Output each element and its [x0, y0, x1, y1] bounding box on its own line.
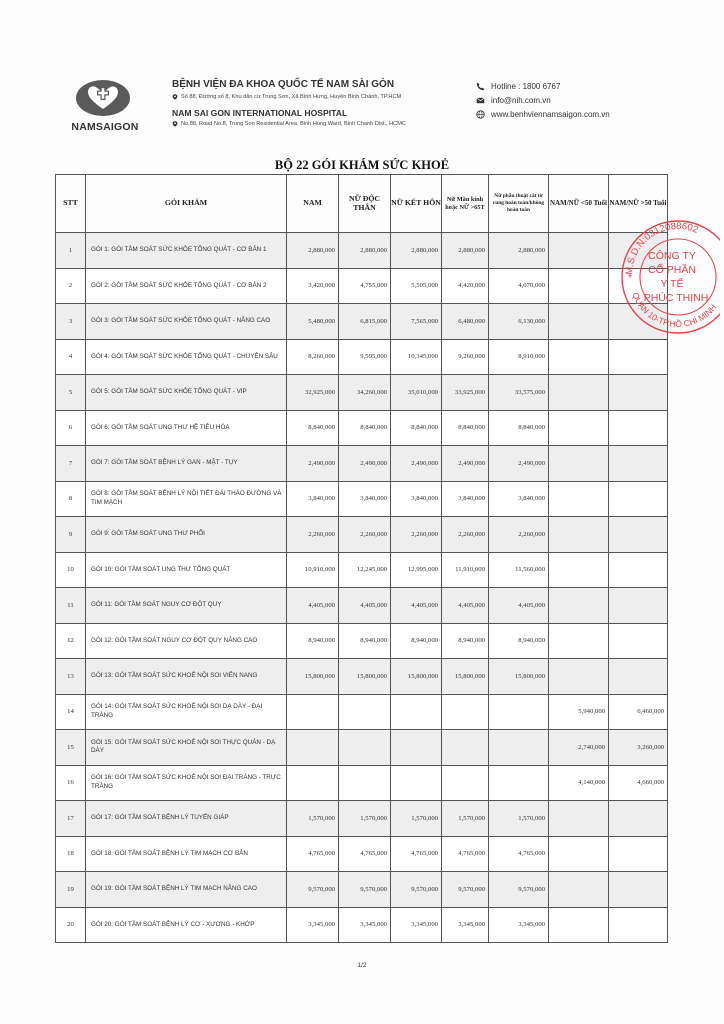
cell-price-nu-man-kinh: 4,405,000 [442, 588, 489, 624]
company-seal-stamp [620, 215, 720, 365]
cell-price-nam [287, 730, 339, 766]
cell-price-nu-doc-than [339, 765, 391, 801]
cell-package-name: GÓI 12: GÓI TẦM SOÁT NGUY CƠ ĐỘT QUỴ NÂNG CAO [86, 623, 287, 659]
table-row [56, 872, 668, 908]
cell-package-name: GÓI 17: GÓI TẦM SOÁT BỆNH LÝ TUYẾN GIÁP [86, 801, 287, 837]
cell-price-nam-nu-duoi-50 [549, 517, 609, 553]
table-body [56, 233, 668, 943]
cell-price-nam: 32,925,000 [287, 375, 339, 411]
table-row [56, 517, 668, 553]
cell-price-nu-man-kinh: 4,420,000 [442, 268, 489, 304]
cell-price-nu-phau-thuat: 33,575,000 [489, 375, 549, 411]
email-text[interactable]: info@nih.com.vn [491, 95, 551, 105]
cell-price-nu-man-kinh: 3,840,000 [442, 481, 489, 517]
cell-price-nu-doc-than: 6,815,000 [339, 304, 391, 340]
cell-price-nam-nu-tren-50 [609, 446, 668, 482]
cell-price-nu-phau-thuat: 8,940,000 [489, 623, 549, 659]
cell-package-name: GÓI 15: GÓI TẦM SOÁT SỨC KHOẺ NỘI SOI THỰC QUẢN - DẠ DÀY [86, 730, 287, 766]
cell-price-nam: 4,405,000 [287, 588, 339, 624]
cell-price-nu-man-kinh: 1,570,000 [442, 801, 489, 837]
email-line [476, 93, 676, 107]
cell-price-nu-ket-hon: 10,345,000 [391, 339, 442, 375]
cell-price-nam: 3,420,000 [287, 268, 339, 304]
cell-price-nam-nu-duoi-50 [549, 907, 609, 943]
cell-price-nu-ket-hon: 2,880,000 [391, 233, 442, 269]
cell-price-nam-nu-duoi-50 [549, 659, 609, 695]
address-en: No.88, Road No.8, Trung Son Residential Area, Binh Hung Ward, Binh Chanh Dist., HCMC [181, 121, 406, 127]
hotline-text: Hotline : 1800 6767 [491, 81, 561, 91]
cell-price-nu-doc-than: 15,800,000 [339, 659, 391, 695]
cell-price-nam: 2,490,000 [287, 446, 339, 482]
cell-price-nu-doc-than: 8,940,000 [339, 623, 391, 659]
cell-price-nam [287, 694, 339, 730]
cell-price-nu-phau-thuat: 6,130,000 [489, 304, 549, 340]
cell-stt: 8 [56, 481, 86, 517]
cell-price-nam: 8,260,000 [287, 339, 339, 375]
col-header-nu-doc-than: NỮ ĐỘC THÂN [339, 175, 391, 233]
cell-price-nu-ket-hon: 8,840,000 [391, 410, 442, 446]
cell-price-nu-doc-than [339, 694, 391, 730]
cell-price-nam-nu-duoi-50: 5,940,000 [549, 694, 609, 730]
cell-price-nu-man-kinh: 4,765,000 [442, 836, 489, 872]
cell-stt: 4 [56, 339, 86, 375]
svg-text:*: * [628, 273, 632, 284]
table-row [56, 765, 668, 801]
hospital-logo-icon [74, 78, 132, 118]
cell-price-nu-man-kinh [442, 765, 489, 801]
svg-text:M.S.D.N:0312088602: M.S.D.N:0312088602 [623, 220, 700, 276]
cell-package-name: GÓI 20: GÓI TẦM SOÁT BỆNH LÝ CƠ - XƯƠNG - KHỚP [86, 907, 287, 943]
cell-price-nu-ket-hon: 35,010,000 [391, 375, 442, 411]
hospital-name-en: NAM SAI GON INTERNATIONAL HOSPITAL [172, 108, 348, 118]
cell-price-nam-nu-tren-50 [609, 659, 668, 695]
col-header-nu-ket-hon: NỮ KẾT HÔN [391, 175, 442, 233]
cell-stt: 20 [56, 907, 86, 943]
col-header-nam-nu-duoi-50: NAM/NỮ <50 Tuổi [549, 175, 609, 233]
cell-price-nu-man-kinh: 9,260,000 [442, 339, 489, 375]
cell-price-nu-doc-than: 2,490,000 [339, 446, 391, 482]
cell-price-nu-man-kinh: 15,800,000 [442, 659, 489, 695]
table-row [56, 907, 668, 943]
package-price-table [55, 174, 668, 943]
cell-price-nu-ket-hon: 2,490,000 [391, 446, 442, 482]
table-row [56, 481, 668, 517]
brand-name: NAMSAIGON [71, 121, 139, 133]
table-row [56, 623, 668, 659]
table-row [56, 339, 668, 375]
cell-price-nu-man-kinh: 3,345,000 [442, 907, 489, 943]
cell-price-nam-nu-duoi-50: 2,740,000 [549, 730, 609, 766]
cell-price-nu-doc-than: 4,405,000 [339, 588, 391, 624]
cell-price-nu-phau-thuat [489, 694, 549, 730]
cell-price-nam-nu-tren-50 [609, 836, 668, 872]
cell-price-nu-man-kinh [442, 730, 489, 766]
cell-price-nu-phau-thuat: 3,840,000 [489, 481, 549, 517]
cell-price-nu-man-kinh: 8,940,000 [442, 623, 489, 659]
cell-price-nam-nu-duoi-50 [549, 588, 609, 624]
cell-price-nam-nu-duoi-50 [549, 446, 609, 482]
cell-price-nu-ket-hon: 4,405,000 [391, 588, 442, 624]
cell-price-nam-nu-tren-50: 3,260,000 [609, 730, 668, 766]
cell-price-nu-phau-thuat: 2,490,000 [489, 446, 549, 482]
cell-package-name: GÓI 4: GÓI TẦM SOÁT SỨC KHỎE TỔNG QUÁT - CHUYÊN SÂU [86, 339, 287, 375]
cell-package-name: GÓI 3: GÓI TẦM SOÁT SỨC KHỎE TỔNG QUÁT - NÂNG CAO [86, 304, 287, 340]
page-number: 1/2 [357, 962, 367, 969]
col-header-nam: NAM [287, 175, 339, 233]
cell-price-nu-man-kinh: 33,925,000 [442, 375, 489, 411]
cell-price-nu-phau-thuat [489, 730, 549, 766]
globe-icon [476, 110, 485, 119]
cell-price-nam-nu-tren-50 [609, 481, 668, 517]
cell-price-nam [287, 765, 339, 801]
col-header-stt: STT [56, 175, 86, 233]
cell-price-nu-ket-hon [391, 765, 442, 801]
cell-stt: 7 [56, 446, 86, 482]
cell-stt: 1 [56, 233, 86, 269]
cell-price-nam-nu-tren-50 [609, 410, 668, 446]
table-header-row [56, 175, 668, 233]
cell-price-nu-ket-hon: 2,260,000 [391, 517, 442, 553]
cell-price-nu-ket-hon [391, 730, 442, 766]
cell-stt: 17 [56, 801, 86, 837]
cell-price-nu-ket-hon: 5,505,000 [391, 268, 442, 304]
svg-text:CÔNG TY: CÔNG TY [648, 250, 696, 262]
cell-price-nu-ket-hon: 15,800,000 [391, 659, 442, 695]
cell-stt: 19 [56, 872, 86, 908]
hotline-line [476, 79, 676, 93]
cell-price-nam-nu-duoi-50: 4,140,000 [549, 765, 609, 801]
document-title: BỘ 22 GÓI KHÁM SỨC KHOẺ [274, 158, 450, 172]
cell-price-nu-man-kinh [442, 694, 489, 730]
cell-price-nu-phau-thuat: 9,570,000 [489, 872, 549, 908]
svg-text:CỔ PHẦN: CỔ PHẦN [648, 264, 696, 276]
cell-price-nu-doc-than [339, 730, 391, 766]
cell-package-name: GÓI 2: GÓI TẦM SOÁT SỨC KHỎE TỔNG QUÁT - CƠ BẢN 2 [86, 268, 287, 304]
table-row [56, 304, 668, 340]
cell-price-nam-nu-duoi-50 [549, 233, 609, 269]
table-row [56, 552, 668, 588]
cell-price-nu-man-kinh: 2,880,000 [442, 233, 489, 269]
cell-price-nu-phau-thuat: 4,405,000 [489, 588, 549, 624]
location-pin-icon [172, 94, 178, 100]
cell-price-nam-nu-tren-50 [609, 907, 668, 943]
cell-price-nu-doc-than: 4,755,000 [339, 268, 391, 304]
cell-price-nam-nu-tren-50 [609, 623, 668, 659]
cell-price-nam: 3,840,000 [287, 481, 339, 517]
cell-package-name: GÓI 9: GÓI TẦM SOÁT UNG THƯ PHỔI [86, 517, 287, 553]
address-vn: Số 88, Đường số 8, Khu dân cư Trung Sơn, Xã Bình Hưng, Huyện Bình Chánh, TP.HCM [181, 94, 402, 100]
cell-price-nam-nu-duoi-50 [549, 410, 609, 446]
cell-package-name: GÓI 1: GÓI TẦM SOÁT SỨC KHỎE TỔNG QUÁT - CƠ BẢN 1 [86, 233, 287, 269]
cell-price-nu-man-kinh: 2,490,000 [442, 446, 489, 482]
cell-stt: 11 [56, 588, 86, 624]
cell-price-nu-ket-hon: 3,840,000 [391, 481, 442, 517]
cell-price-nu-doc-than: 2,880,000 [339, 233, 391, 269]
cell-price-nam-nu-tren-50 [609, 872, 668, 908]
svg-text:QUẬN 10-TP.HỒ CHÍ MINH: QUẬN 10-TP.HỒ CHÍ MINH [630, 290, 719, 330]
cell-price-nam: 4,765,000 [287, 836, 339, 872]
cell-price-nu-ket-hon [391, 694, 442, 730]
cell-price-nam-nu-duoi-50 [549, 623, 609, 659]
cell-price-nam: 9,570,000 [287, 872, 339, 908]
cell-stt: 3 [56, 304, 86, 340]
cell-price-nu-doc-than: 9,595,000 [339, 339, 391, 375]
cell-price-nam-nu-tren-50: 6,460,000 [609, 694, 668, 730]
cell-price-nu-ket-hon: 1,570,000 [391, 801, 442, 837]
cell-stt: 12 [56, 623, 86, 659]
cell-stt: 15 [56, 730, 86, 766]
cell-price-nu-man-kinh: 9,570,000 [442, 872, 489, 908]
table-row [56, 233, 668, 269]
cell-stt: 5 [56, 375, 86, 411]
cell-package-name: GÓI 16: GÓI TẦM SOÁT SỨC KHOẺ NỘI SOI ĐẠI TRÀNG - TRỰC TRÀNG [86, 765, 287, 801]
cell-price-nu-ket-hon: 4,765,000 [391, 836, 442, 872]
cell-stt: 16 [56, 765, 86, 801]
table-row [56, 836, 668, 872]
cell-package-name: GÓI 7: GÓI TẦM SOÁT BỆNH LÝ GAN - MẬT - TỤY [86, 446, 287, 482]
table-row [56, 446, 668, 482]
cell-price-nu-doc-than: 3,840,000 [339, 481, 391, 517]
cell-price-nam: 2,880,000 [287, 233, 339, 269]
cell-stt: 10 [56, 552, 86, 588]
website-text[interactable]: www.benhviennamsaigon.com.vn [491, 109, 610, 119]
cell-price-nam-nu-duoi-50 [549, 872, 609, 908]
cell-price-nu-ket-hon: 7,565,000 [391, 304, 442, 340]
svg-text:PHÚC THỊNH: PHÚC THỊNH [643, 292, 709, 304]
table-row [56, 588, 668, 624]
col-header-nam-nu-tren-50: NAM/NỮ >50 Tuổi [609, 175, 668, 233]
cell-price-nu-phau-thuat: 11,560,000 [489, 552, 549, 588]
cell-package-name: GÓI 18: GÓI TẦM SOÁT BỆNH LÝ TIM MẠCH CƠ BẢN [86, 836, 287, 872]
cell-price-nam-nu-tren-50 [609, 375, 668, 411]
cell-price-nu-man-kinh: 2,260,000 [442, 517, 489, 553]
cell-price-nu-phau-thuat: 4,765,000 [489, 836, 549, 872]
cell-price-nam-nu-duoi-50 [549, 552, 609, 588]
cell-package-name: GÓI 14: GÓI TẦM SOÁT SỨC KHOẺ NỘI SOI DẠ DÀY - ĐẠI TRÀNG [86, 694, 287, 730]
website-line [476, 107, 676, 121]
cell-price-nu-phau-thuat: 1,570,000 [489, 801, 549, 837]
cell-price-nam-nu-duoi-50 [549, 268, 609, 304]
cell-price-nam: 3,345,000 [287, 907, 339, 943]
phone-icon [476, 82, 485, 91]
cell-price-nu-ket-hon: 3,345,000 [391, 907, 442, 943]
cell-price-nu-phau-thuat: 4,070,000 [489, 268, 549, 304]
hospital-name-vn: BỆNH VIỆN ĐA KHOA QUỐC TẾ NAM SÀI GÒN [172, 79, 395, 90]
cell-package-name: GÓI 8: GÓI TẦM SOÁT BỆNH LÝ NỘI TIẾT ĐÁI THÁO ĐƯỜNG VÀ TIM MẠCH [86, 481, 287, 517]
table-row [56, 268, 668, 304]
cell-price-nu-phau-thuat [489, 765, 549, 801]
contact-info [476, 79, 676, 121]
cell-price-nu-phau-thuat: 8,910,000 [489, 339, 549, 375]
cell-price-nu-man-kinh: 6,480,000 [442, 304, 489, 340]
cell-price-nu-ket-hon: 12,995,000 [391, 552, 442, 588]
cell-package-name: GÓI 13: GÓI TẦM SOÁT SỨC KHOẺ NỘI SOI VIÊN NANG [86, 659, 287, 695]
table-row [56, 801, 668, 837]
table-row [56, 694, 668, 730]
cell-price-nu-ket-hon: 9,570,000 [391, 872, 442, 908]
cell-price-nam-nu-tren-50: 4,660,000 [609, 765, 668, 801]
location-pin-icon [172, 121, 178, 127]
cell-price-nu-doc-than: 34,260,000 [339, 375, 391, 411]
cell-price-nam: 10,910,000 [287, 552, 339, 588]
cell-stt: 14 [56, 694, 86, 730]
cell-price-nam-nu-tren-50 [609, 517, 668, 553]
cell-price-nam: 2,260,000 [287, 517, 339, 553]
col-header-nu-phau-thuat: Nữ phẫu thuật cắt từ cung hoàn toàn/không hoàn toàn [489, 175, 549, 233]
cell-price-nam-nu-tren-50 [609, 801, 668, 837]
cell-price-nam: 8,940,000 [287, 623, 339, 659]
col-header-goi-kham: GÓI KHÁM [86, 175, 287, 233]
cell-price-nam-nu-tren-50 [609, 588, 668, 624]
cell-price-nam-nu-duoi-50 [549, 801, 609, 837]
mail-icon [476, 96, 485, 105]
cell-stt: 13 [56, 659, 86, 695]
cell-price-nu-phau-thuat: 15,800,000 [489, 659, 549, 695]
cell-price-nam: 1,570,000 [287, 801, 339, 837]
cell-price-nam-nu-tren-50 [609, 552, 668, 588]
cell-stt: 6 [56, 410, 86, 446]
cell-price-nam-nu-duoi-50 [549, 375, 609, 411]
cell-package-name: GÓI 5: GÓI TẦM SOÁT SỨC KHỎE TỔNG QUÁT - VIP [86, 375, 287, 411]
cell-price-nu-man-kinh: 8,840,000 [442, 410, 489, 446]
table-row [56, 375, 668, 411]
svg-text:Y TẾ: Y TẾ [660, 278, 684, 290]
cell-stt: 2 [56, 268, 86, 304]
cell-price-nam: 8,840,000 [287, 410, 339, 446]
cell-price-nu-phau-thuat: 3,345,000 [489, 907, 549, 943]
cell-price-nam-nu-duoi-50 [549, 339, 609, 375]
address-vn-line [172, 94, 472, 100]
table-row [56, 730, 668, 766]
cell-price-nu-doc-than: 8,840,000 [339, 410, 391, 446]
table-row [56, 659, 668, 695]
cell-package-name: GÓI 11: GÓI TẦM SOÁT NGUY CƠ ĐỘT QUỴ [86, 588, 287, 624]
cell-stt: 18 [56, 836, 86, 872]
cell-price-nam-nu-duoi-50 [549, 304, 609, 340]
cell-price-nam-nu-duoi-50 [549, 481, 609, 517]
cell-price-nu-doc-than: 12,245,000 [339, 552, 391, 588]
cell-price-nu-phau-thuat: 8,840,000 [489, 410, 549, 446]
cell-package-name: GÓI 10: GÓI TẦM SOÁT UNG THƯ TỔNG QUÁT [86, 552, 287, 588]
table-row [56, 410, 668, 446]
cell-package-name: GÓI 19: GÓI TẦM SOÁT BỆNH LÝ TIM MẠCH NÂNG CAO [86, 872, 287, 908]
cell-stt: 9 [56, 517, 86, 553]
cell-package-name: GÓI 6: GÓI TẦM SOÁT UNG THƯ HỆ TIÊU HÓA [86, 410, 287, 446]
cell-price-nu-doc-than: 3,345,000 [339, 907, 391, 943]
cell-price-nu-phau-thuat: 2,880,000 [489, 233, 549, 269]
cell-price-nu-doc-than: 9,570,000 [339, 872, 391, 908]
col-header-nu-man-kinh: Nữ Mãn kinh hoặc NỮ >65T [442, 175, 489, 233]
cell-price-nu-doc-than: 2,260,000 [339, 517, 391, 553]
cell-price-nam: 5,480,000 [287, 304, 339, 340]
cell-price-nu-man-kinh: 11,910,000 [442, 552, 489, 588]
hospital-info [172, 79, 472, 127]
address-en-line [172, 121, 472, 127]
cell-price-nu-phau-thuat: 2,260,000 [489, 517, 549, 553]
cell-price-nu-doc-than: 1,570,000 [339, 801, 391, 837]
cell-price-nu-doc-than: 4,765,000 [339, 836, 391, 872]
cell-price-nam-nu-duoi-50 [549, 836, 609, 872]
cell-price-nam: 15,800,000 [287, 659, 339, 695]
cell-price-nu-ket-hon: 8,940,000 [391, 623, 442, 659]
